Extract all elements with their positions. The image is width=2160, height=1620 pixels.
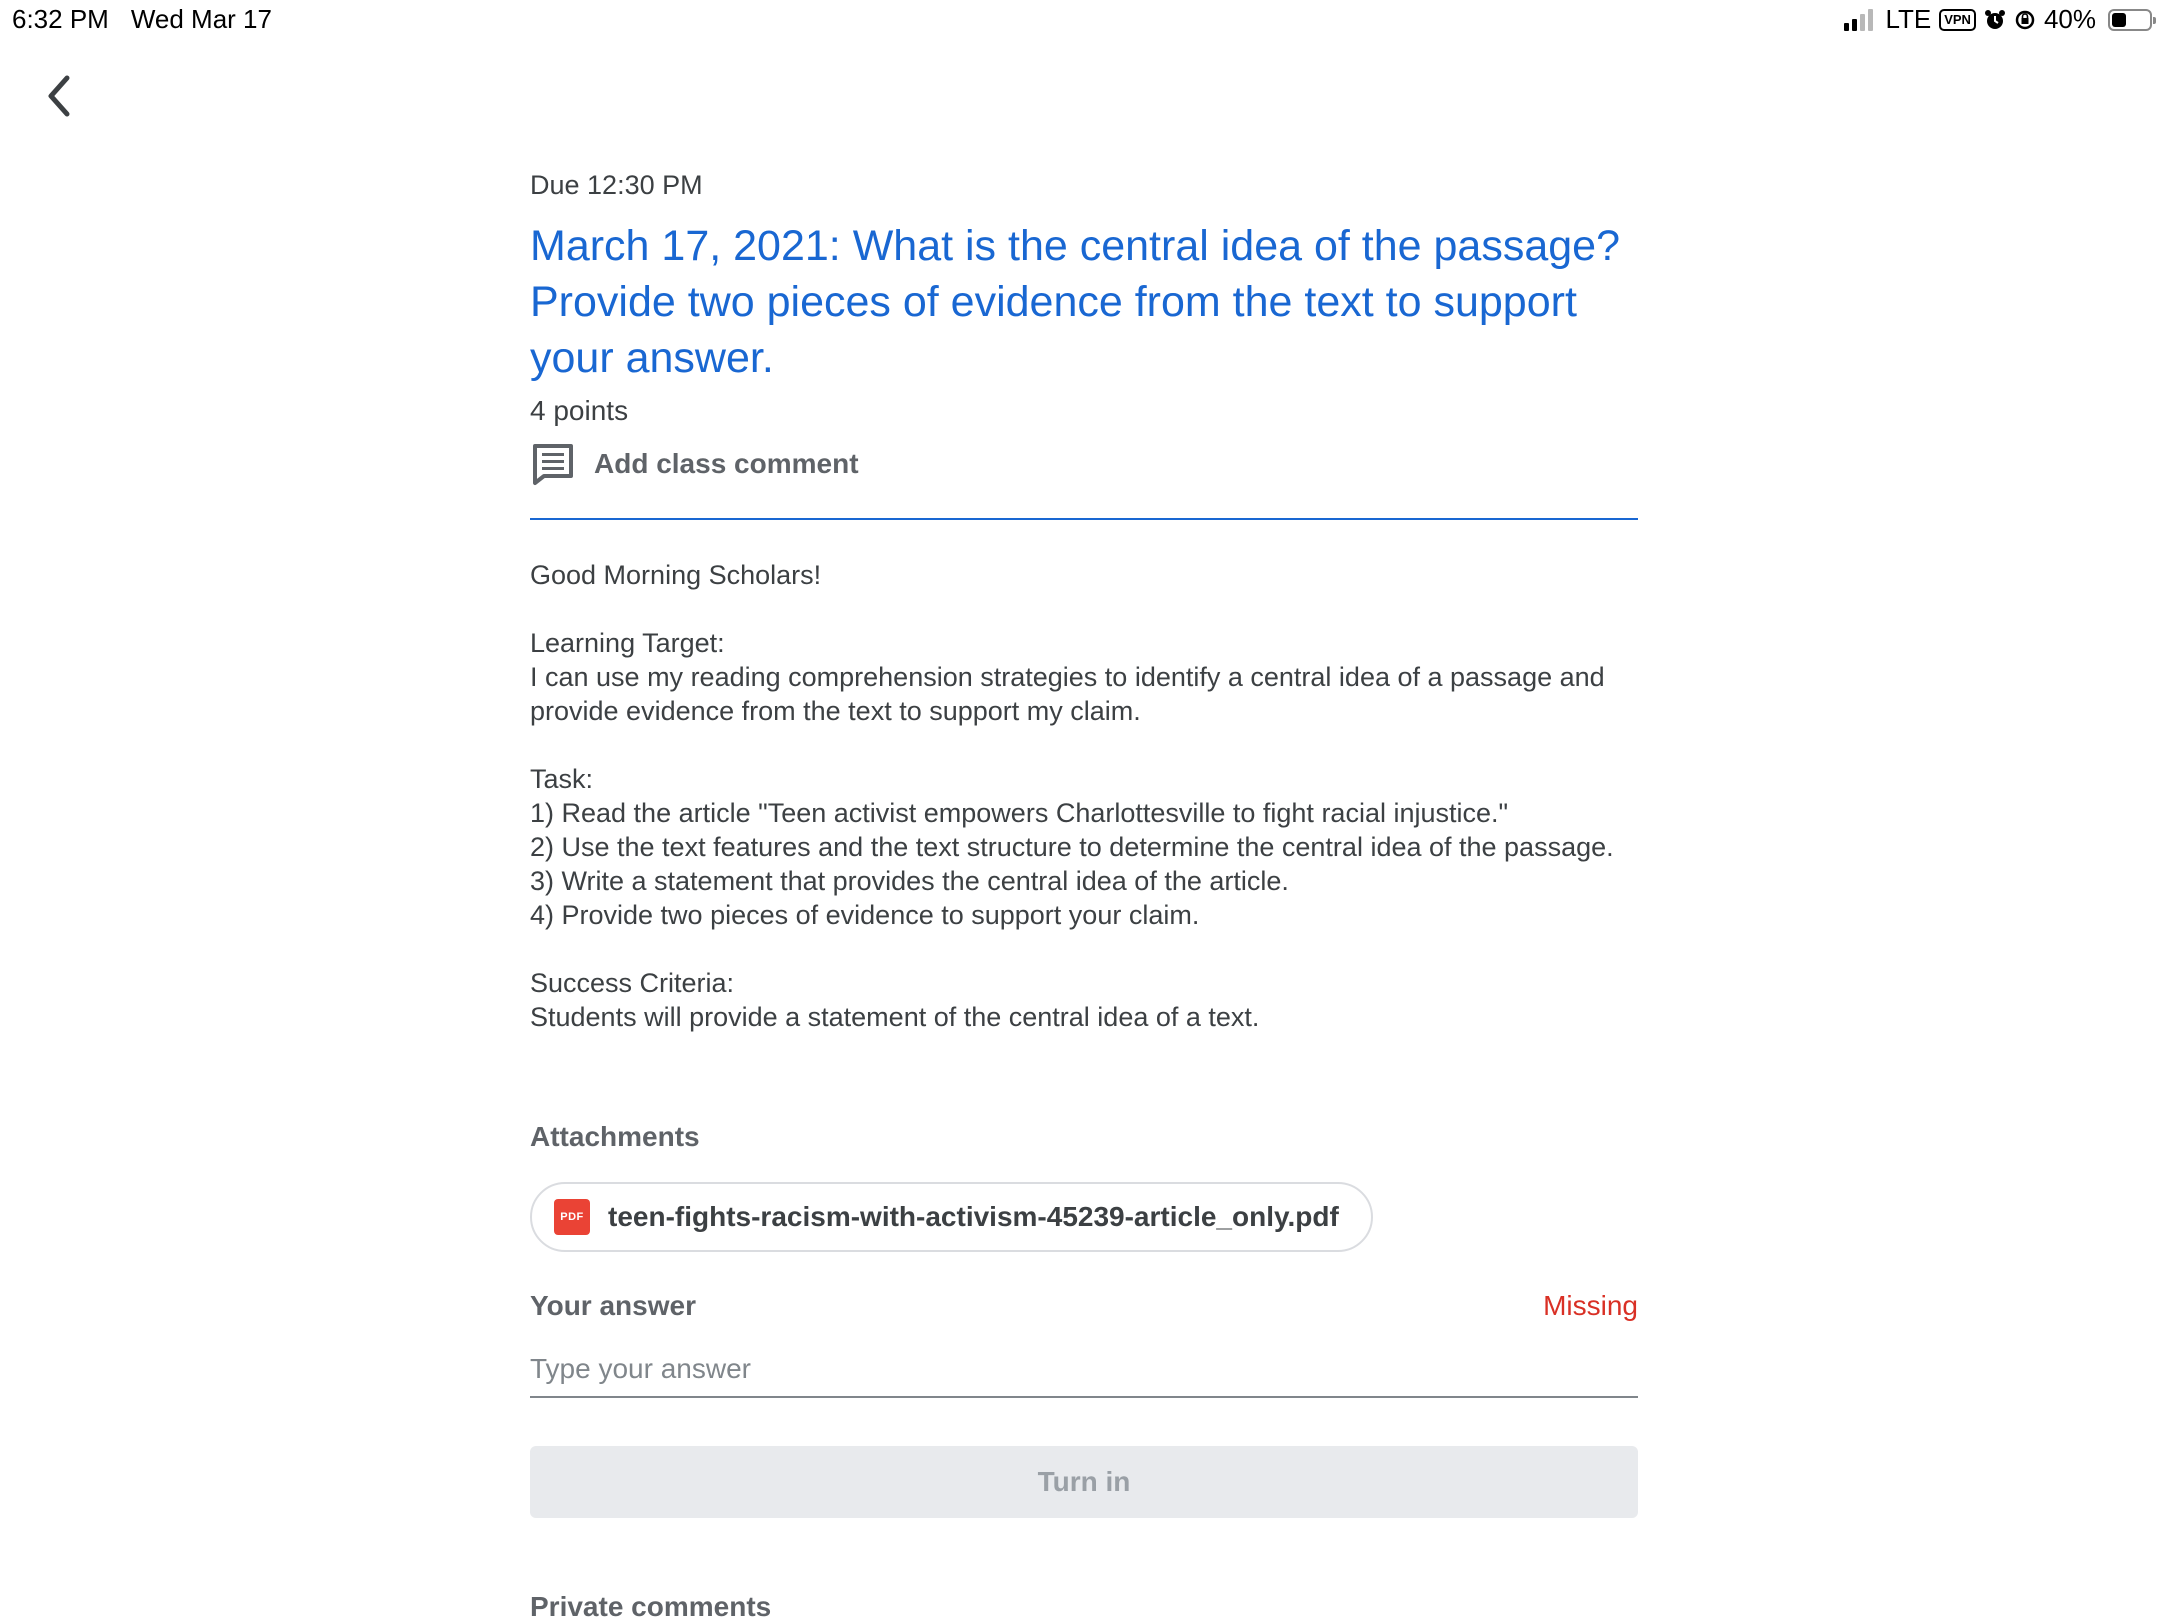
- your-answer-label: Your answer: [530, 1290, 696, 1321]
- greeting: Good Morning Scholars!: [530, 560, 822, 590]
- status-left: [12, 4, 272, 35]
- battery-icon: [2108, 9, 2152, 31]
- assignment-description: [530, 558, 1638, 1034]
- task-heading: Task:: [530, 764, 594, 794]
- battery-fill: [2112, 13, 2126, 27]
- success-criteria-heading: Success Criteria:: [530, 968, 735, 998]
- title-divider: [530, 518, 1638, 520]
- battery-cap: [2153, 17, 2156, 24]
- status-date: Wed Mar 17: [130, 4, 272, 34]
- vpn-icon: VPN: [1939, 9, 1976, 31]
- add-class-comment-button[interactable]: [530, 442, 1638, 486]
- signal-strength-icon: [1844, 9, 1873, 31]
- due-date: Due 12:30 PM: [530, 170, 703, 200]
- learning-target-text: I can use my reading comprehension strategies to identify a central idea of a passage and provide evidence from the text to support my claim.: [530, 662, 1605, 726]
- attachments-label: Attachments: [530, 1121, 700, 1152]
- task-item: 1) Read the article "Teen activist empowers Charlottesville to fight racial injustice.": [530, 798, 1509, 828]
- turn-in-button[interactable]: Turn in: [530, 1446, 1638, 1518]
- private-comments-label: Private comments: [530, 1591, 772, 1620]
- status-time: 6:32 PM: [12, 4, 109, 34]
- orientation-lock-icon: [2014, 9, 2036, 31]
- missing-status-badge: Missing: [1543, 1290, 1638, 1321]
- battery-percent: 40%: [2043, 4, 2096, 34]
- add-class-comment-label: Add class comment: [594, 448, 859, 479]
- task-item: 4) Provide two pieces of evidence to support your claim.: [530, 900, 1200, 930]
- success-criteria-text: Students will provide a statement of the central idea of a text.: [530, 1002, 1260, 1032]
- task-item: 3) Write a statement that provides the central idea of the article.: [530, 866, 1289, 896]
- assignment-title: March 17, 2021: What is the central idea of the passage? Provide two pieces of evidence from the text to support your answer.: [530, 222, 1620, 382]
- learning-target-heading: Learning Target:: [530, 628, 725, 658]
- answer-header: [530, 1286, 1638, 1326]
- attachment-pdf[interactable]: [530, 1182, 1373, 1252]
- assignment-content: [530, 166, 1638, 1620]
- network-type: LTE: [1885, 4, 1932, 34]
- chevron-left-icon: [43, 72, 73, 120]
- status-bar: [0, 0, 2160, 40]
- alarm-icon: [1984, 9, 2006, 31]
- status-right: [1844, 4, 2152, 35]
- points: 4 points: [530, 395, 629, 426]
- task-item: 2) Use the text features and the text structure to determine the central idea of the passage.: [530, 832, 1614, 862]
- attachment-filename: teen-fights-racism-with-activism-45239-article_only.pdf: [608, 1201, 1339, 1232]
- back-button[interactable]: [36, 66, 80, 126]
- comment-icon: [530, 442, 576, 486]
- answer-input[interactable]: [530, 1342, 1638, 1398]
- pdf-icon: PDF: [554, 1199, 590, 1235]
